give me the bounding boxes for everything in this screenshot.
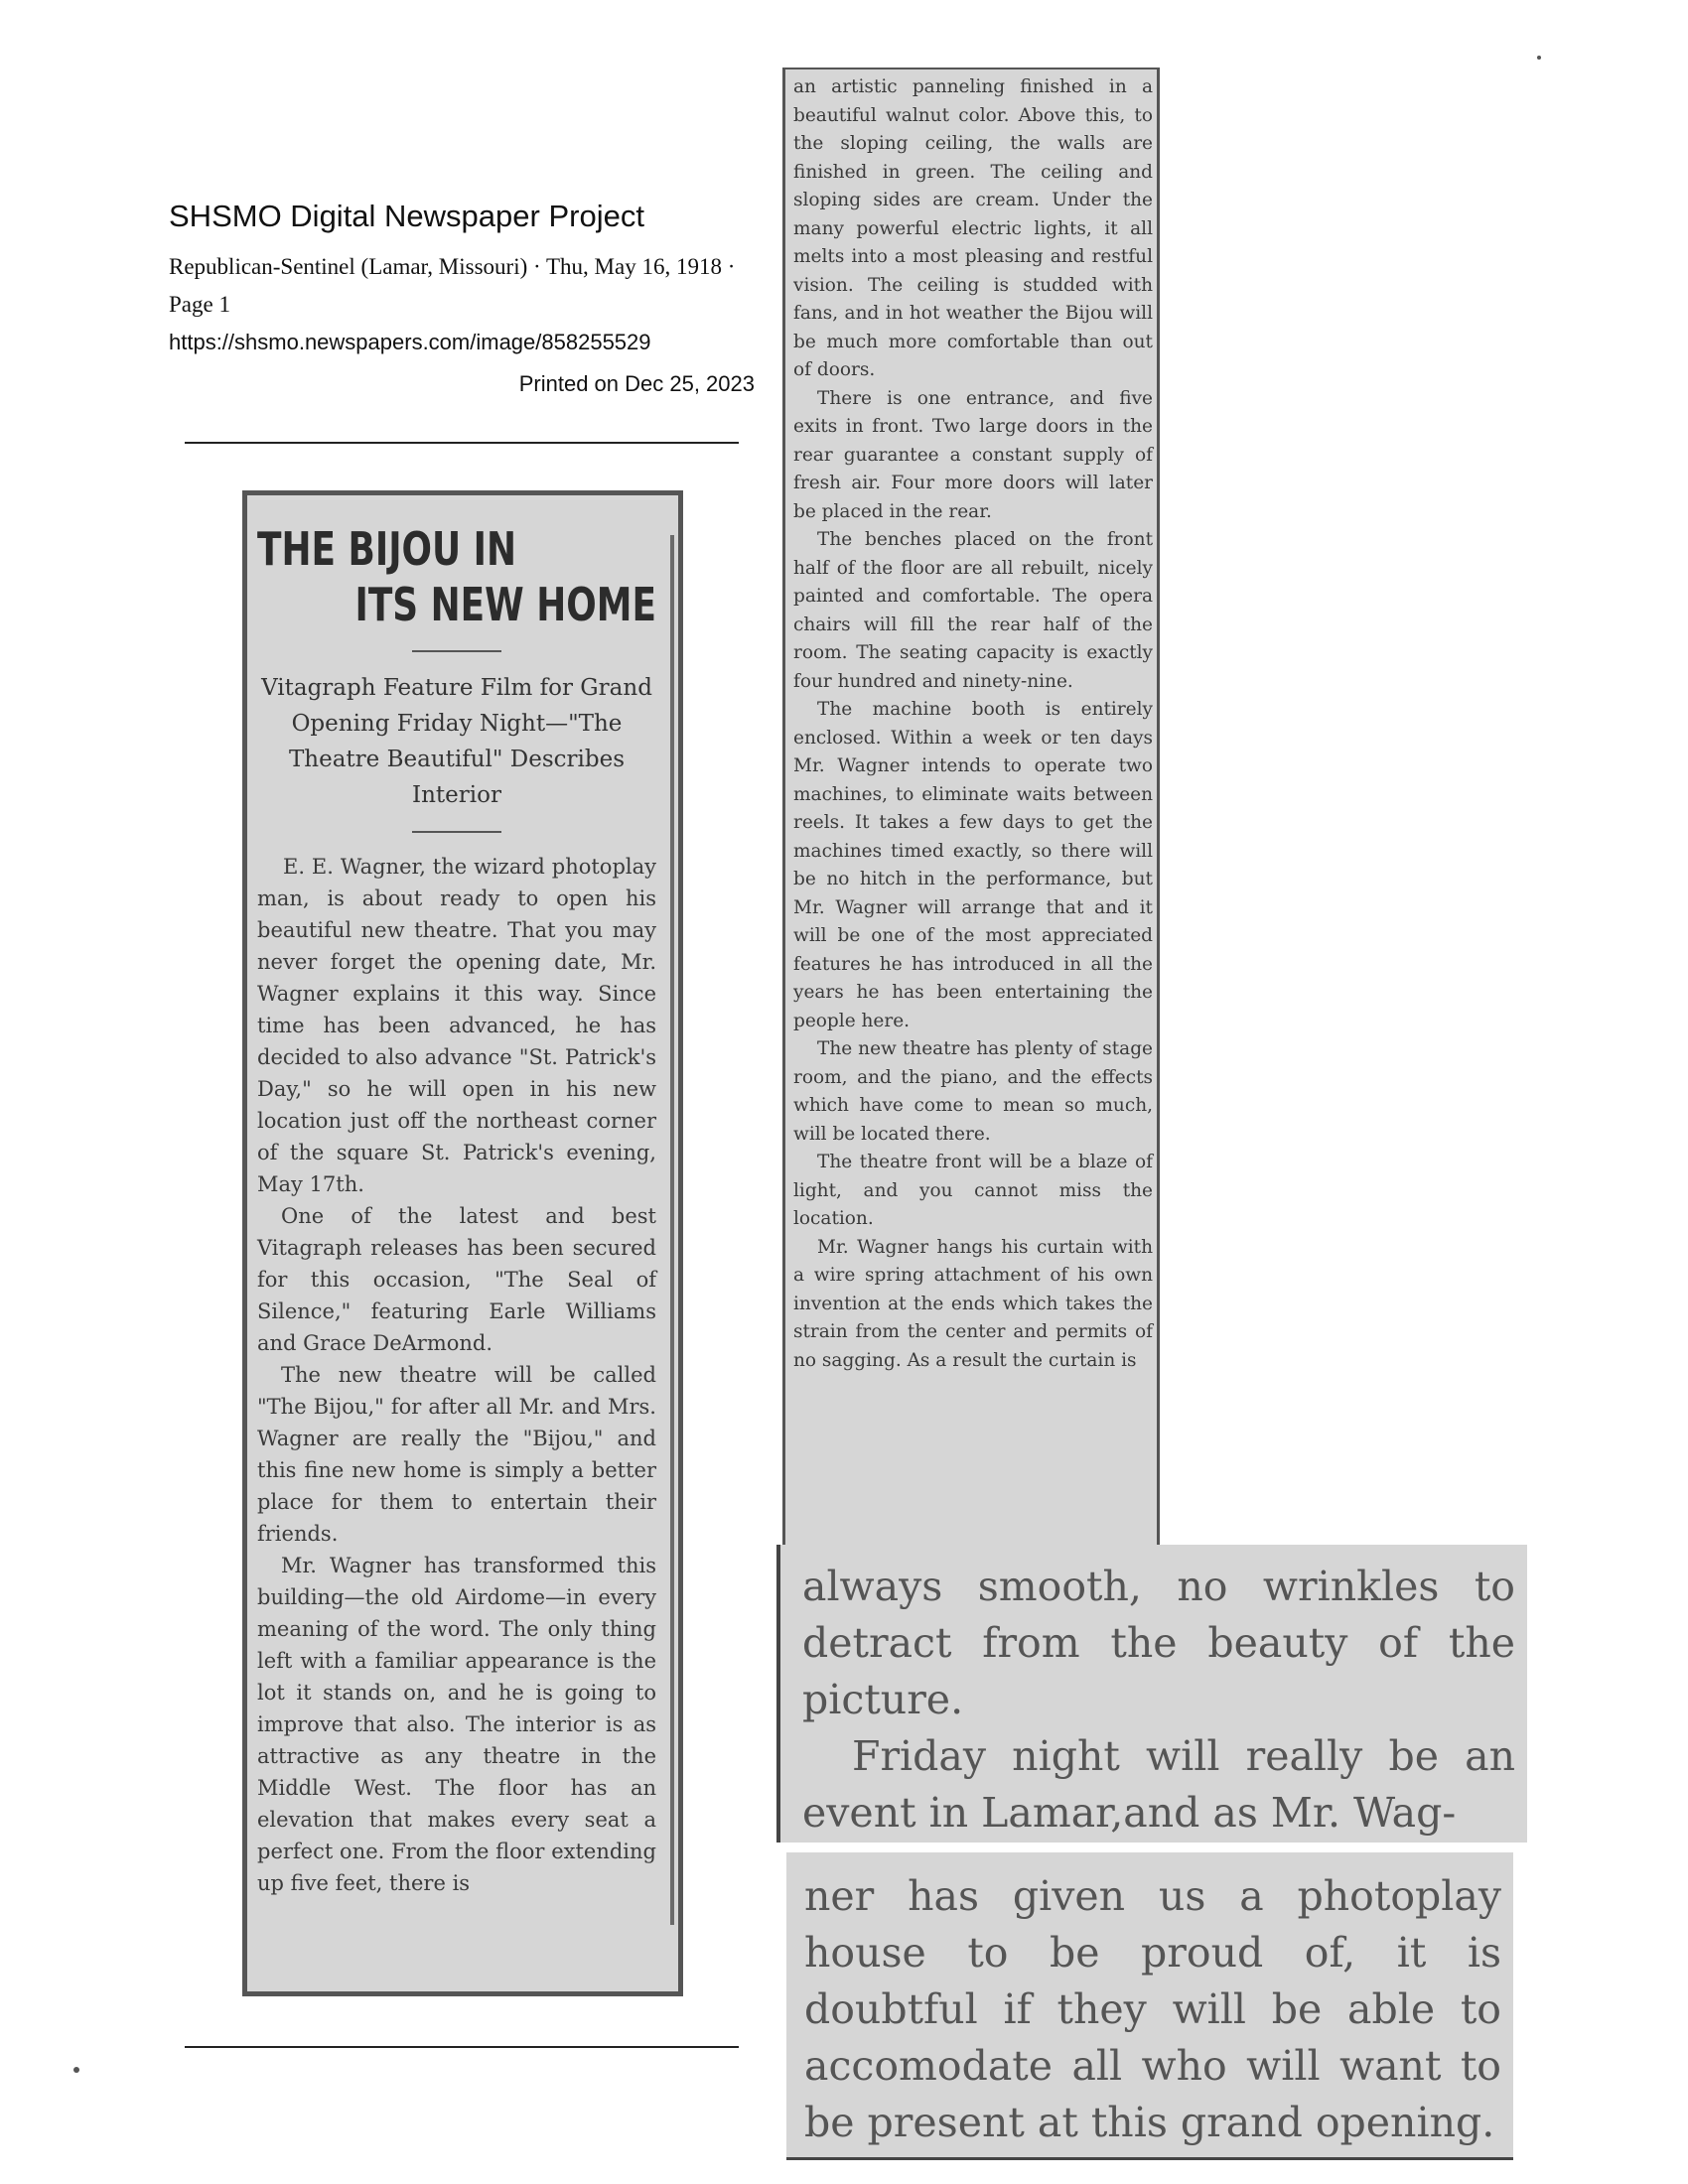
paragraph: Mr. Wagner hangs his curtain with a wire spring attachment of his own invention at the ends which takes the strain from the center and permits of no sagging. As a result the curtain is [793,1236,1153,1371]
paragraph: Friday night will really be an event in Lamar,and as Mr. Wag- [802,1732,1515,1837]
paragraph: an artistic panneling finished in a beautiful walnut color. Above this, to the sloping ceiling, the walls are finished in green. The ceiling and sloping sides are cream. Under the many powerful electric lights, it all melts into a most pleasing and restful vision. The ceiling is studded with fans, and in hot weather the Bijou will be much more comfortable than out of doors. [793,76,1153,380]
footer-rule [185,2046,739,2048]
headline-line-2: ITS NEW HOME [354,578,656,631]
publication-line: Republican-Sentinel (Lamar, Missouri) · Thu, May 16, 1918 · Page 1 [169,254,736,317]
paragraph: The new theatre has plenty of stage room, and the piano, and the effects which have come to mean so much, will be located there. [793,1038,1153,1145]
printed-date: Printed on Dec 25, 2023 [518,371,755,396]
print-header [169,199,755,397]
paragraph: The benches placed on the front half of the floor are all rebuilt, nicely painted and comfortable. The opera chairs will fill the rear half of the room. The seating capacity is exactly four hundred and ninety-nine. [793,529,1153,692]
article-clipping-column-2 [782,68,1160,1547]
paragraph: ner has given us a photoplay house to be proud of, it is doubtful if they will be able to accomodate all who will want to be present at this grand opening. [804,1872,1501,2146]
subheadline: Vitagraph Feature Film for Grand Opening Friday Night—"The Theatre Beautiful" Describes Interior [261,675,652,808]
paragraph: always smooth, no wrinkles to detract from the beauty of the picture. [802,1563,1515,1723]
paragraph: Mr. Wagner has transformed this building—the old Airdome—in every meaning of the word. The only thing left with a familiar appearance is the lot it stands on, and he is going to improve that also. The interior is as attractive as any theatre in the Middle West. The floor has an elevation that makes every seat a perfect one. From the floor extending up five feet, there is [257,1554,656,1895]
project-title: SHSMO Digital Newspaper Project [169,199,644,233]
paragraph: There is one entrance, and five exits in front. Two large doors in the rear guarantee a constant supply of fresh air. Four more doors will later be placed in the rear. [793,387,1153,522]
divider [412,650,501,652]
paragraph: The new theatre will be called "The Bijou," for after all Mr. and Mrs. Wagner are really the "Bijou," and this fine new home is simply a better place for them to entertain their friends. [257,1363,656,1546]
headline-line-1: THE BIJOU IN [257,522,517,576]
column-rule [670,535,674,1925]
article-clipping-column-1 [242,490,683,1996]
paragraph: One of the latest and best Vitagraph releases has been secured for this occasion, "The Seal of Silence," featuring Earle Williams and Grace DeArmond. [257,1204,656,1355]
article-clipping-continued-1 [776,1545,1527,1843]
paragraph: The theatre front will be a blaze of light, and you cannot miss the location. [793,1152,1153,1229]
scan-speck [1537,56,1541,60]
header-rule [185,442,739,444]
paragraph: E. E. Wagner, the wizard photoplay man, is about ready to open his beautiful new theatre. That you may never forget the opening date, Mr. Wagner explains it this way. Since time has been advanced, he has decided to also advance "St. Patrick's Day," so he will open in his new location just off the northeast corner of the square St. Patrick's evening, May 17th. [257,855,656,1196]
paragraph: The machine booth is entirely enclosed. Within a week or ten days Mr. Wagner intends to operate two machines, to eliminate waits between reels. It takes a few days to get the machines timed exactly, so there will be no hitch in the performance, but Mr. Wagner will arrange that and it will be one of the most appreciated features he has introduced in all the years he has been entertaining the people here. [793,699,1153,1031]
article-clipping-continued-2 [786,1852,1513,2160]
source-url[interactable]: https://shsmo.newspapers.com/image/858255529 [169,330,651,354]
scan-speck [73,2067,79,2073]
divider [412,831,501,833]
